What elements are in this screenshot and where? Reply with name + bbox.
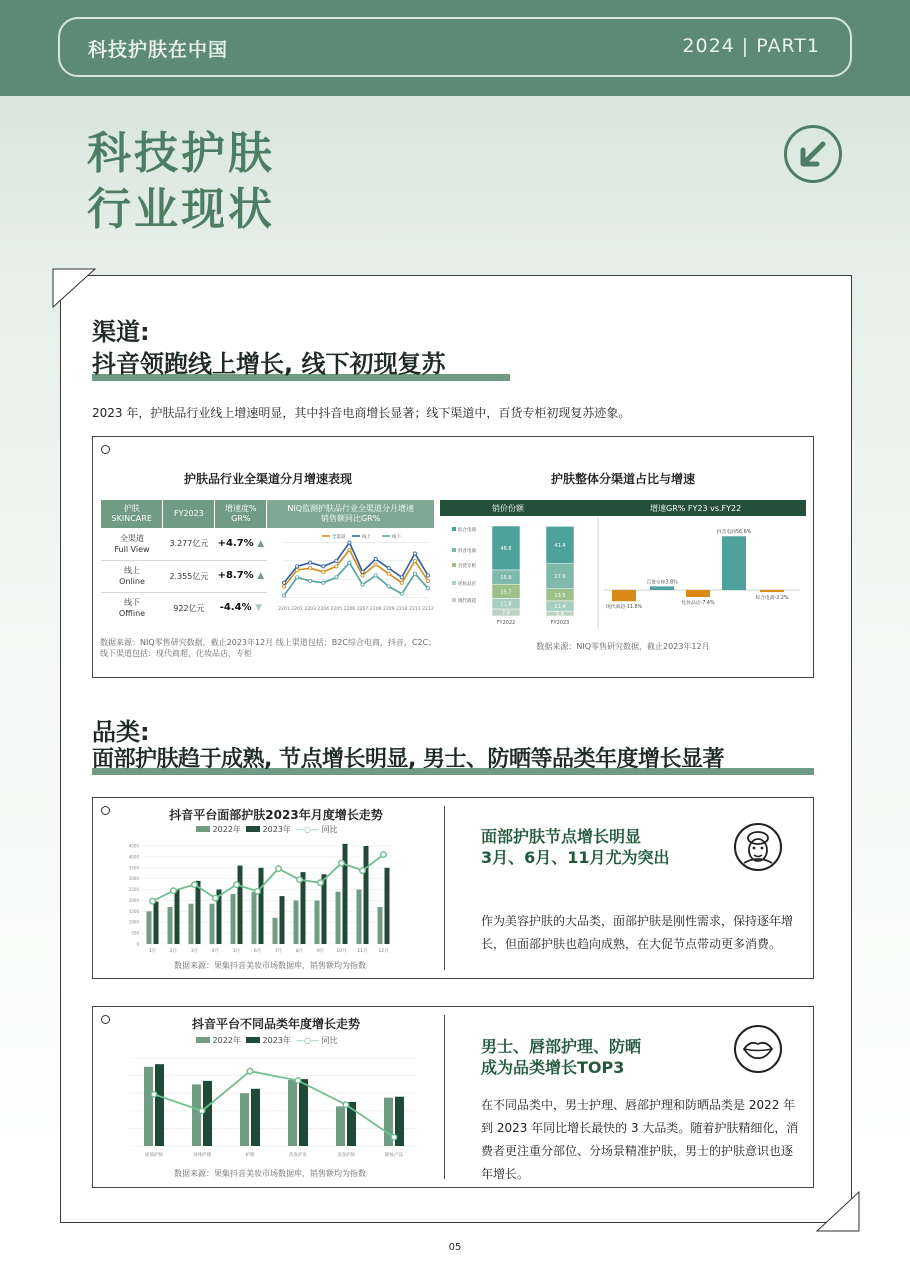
y-tick-label: 500 — [131, 930, 139, 936]
bar-2022 — [273, 918, 278, 944]
x-tick-label: 7月 — [274, 949, 283, 954]
data-point — [374, 557, 377, 560]
men-text-body: 在不同品类中，男士护理、唇部护理和防晒品类是 2022 年到 2023 年同比增长最快的 3 大品类。随着护肤精细化，消费者更注重分部位、分场景精准护肤，男士的护肤意识也逐年增长。 — [481, 1098, 799, 1181]
channel-growth-bar-chart — [600, 518, 806, 630]
yoy-point — [234, 882, 240, 888]
category-heading: 面部护肤趋于成熟, 节点增长明显, 男士、防晒等品类年度增长显著 — [92, 747, 725, 772]
y-tick-label: 3500 — [128, 865, 139, 871]
growth-bar — [650, 586, 674, 590]
y-tick-label: 2500 — [128, 887, 139, 893]
x-tick-label: 2207 — [356, 607, 369, 612]
growth-header: 增速GR% FY23 vs.FY22 — [650, 504, 742, 513]
channel-share-stacked-chart — [440, 518, 600, 630]
bar-2023 — [259, 868, 264, 944]
yoy-point — [151, 1092, 157, 1098]
x-tick-label: 2202 — [291, 607, 303, 612]
yoy-point — [171, 888, 177, 894]
bar-2022 — [336, 1106, 345, 1146]
segment-label: 27.9 — [554, 574, 566, 581]
bar-2023 — [238, 866, 243, 944]
yoy-point — [297, 877, 303, 883]
x-tick-label: 2月 — [169, 949, 178, 954]
x-tick-label: 12月 — [378, 949, 389, 954]
bar-data-label: 化妆品店-7.4% — [681, 601, 715, 607]
yoy-line — [154, 1071, 394, 1137]
legend-label: 抖音电商 — [458, 549, 476, 554]
arrow-down-icon: ▼ — [255, 603, 262, 614]
y-tick-label: 3000 — [128, 876, 139, 882]
row-growth: +8.7% — [217, 570, 254, 581]
bar-2022 — [189, 904, 194, 944]
data-point — [387, 567, 390, 570]
box-dot — [101, 1015, 110, 1024]
segment-label: 7.8 — [502, 610, 510, 617]
face-chart-legend: 2022年 2023年 —○— 同比 — [196, 824, 338, 835]
data-point — [322, 570, 325, 573]
yoy-point — [247, 1068, 253, 1074]
category-chart-title: 抖音平台不同品类年度增长走势 — [191, 1017, 360, 1031]
y-tick-label: 0 — [136, 941, 139, 947]
x-tick-label: 身体护理 — [193, 1153, 211, 1158]
growth-bar — [686, 590, 710, 597]
channel-right-chart-title: 护肤整体分渠道占比与增速 — [550, 472, 695, 486]
box-dot — [101, 806, 110, 815]
bar-2022 — [147, 911, 152, 944]
x-tick-label: 11月 — [357, 949, 368, 954]
data-point — [335, 565, 338, 568]
legend-label: 全渠道 — [332, 535, 346, 540]
channel-right-header-bar — [440, 500, 806, 516]
legend-swatch — [452, 581, 456, 585]
data-point — [361, 574, 364, 577]
yoy-point — [318, 880, 324, 886]
row-growth: -4.4% — [219, 602, 252, 614]
segment-label: 13.5 — [554, 592, 566, 599]
x-tick-label: 4月 — [211, 949, 220, 954]
legend-yoy: 同比 — [321, 1036, 338, 1045]
x-tick-label: 2212 — [422, 607, 434, 612]
data-point — [413, 559, 416, 562]
x-tick-label: FY2023 — [550, 620, 570, 626]
x-tick-label: 2210 — [396, 607, 408, 612]
legend-swatch — [452, 563, 456, 567]
row-growth: +4.7% — [217, 537, 254, 549]
bar-2023 — [154, 902, 159, 944]
x-tick-label: 2211 — [409, 607, 421, 612]
legend-2022: 2022年 — [212, 1036, 241, 1045]
x-tick-label: 6月 — [253, 949, 262, 954]
row-name: 线上 — [123, 566, 140, 575]
y-tick-label: 4000 — [128, 854, 139, 860]
x-tick-label: 2209 — [383, 607, 395, 612]
bar-2023 — [280, 896, 285, 944]
yoy-point — [199, 1108, 205, 1114]
yoy-point — [391, 1134, 397, 1140]
data-point — [309, 579, 312, 582]
x-tick-label: 8月 — [295, 949, 304, 954]
legend-2023: 2023年 — [262, 1036, 291, 1045]
bar-2023 — [364, 846, 369, 944]
segment-label: 5.4 — [556, 611, 564, 618]
table-header-line-chart: NIQ监测护肤品行业全渠道分月增速 销售额同比GR% — [267, 500, 435, 528]
face-text-heading — [481, 826, 670, 868]
bar-2022 — [240, 1093, 249, 1146]
page-title — [87, 126, 275, 238]
x-tick-label: 2206 — [343, 607, 356, 612]
data-point — [361, 570, 364, 573]
legend-label: 化妆品店 — [458, 582, 476, 587]
yoy-point — [213, 895, 219, 901]
data-point — [426, 587, 429, 590]
bar-data-label: 百货专柜3.8% — [646, 580, 678, 586]
x-tick-label: 2204 — [317, 607, 329, 612]
x-tick-label: FY2022 — [496, 620, 516, 626]
lips-icon — [734, 1025, 782, 1073]
data-point — [348, 548, 351, 551]
channel-left-source: 数据来源：NIQ零售研究数据，截止2023年12月 线上渠道包括：B2C综合电商，抖音，C2C； 线下渠道包括：现代商超，化妆品店，专柜 — [100, 638, 437, 658]
x-tick-label: 面部护肤 — [145, 1153, 163, 1158]
bar-2023 — [343, 844, 348, 944]
bar-2022 — [210, 904, 215, 944]
row-name-en: Full View — [114, 544, 150, 554]
data-point — [400, 576, 403, 579]
bar-2022 — [231, 894, 236, 944]
x-tick-label: 美容护肤 — [337, 1153, 355, 1158]
data-point — [309, 561, 312, 564]
table-header-gr: 增速度% GR% — [215, 500, 267, 528]
data-point — [400, 592, 403, 595]
segment-label: 48.8 — [500, 545, 512, 552]
data-point — [426, 579, 429, 582]
bar-2022 — [168, 907, 173, 944]
segment-label: 11.8 — [500, 601, 512, 608]
bar-2023 — [196, 881, 201, 944]
row-value: 922亿元 — [173, 603, 205, 613]
table-header-skincare: 护肤 SKINCARE — [101, 500, 163, 528]
frame-corner-top-left — [52, 268, 98, 310]
data-point — [348, 561, 351, 564]
bar-2022 — [357, 890, 362, 944]
channel-heading: 抖音领跑线上增长, 线下初现复苏 — [92, 350, 446, 378]
x-tick-label: 1月 — [148, 949, 157, 954]
legend-yoy: 同比 — [321, 825, 338, 834]
bar-data-label: 现代商超-11.8% — [605, 605, 643, 611]
x-tick-label: 洗发护发 — [289, 1153, 307, 1158]
data-point — [309, 567, 312, 570]
x-tick-label: 2203 — [304, 607, 316, 612]
bar-2023 — [155, 1064, 164, 1146]
data-point — [413, 572, 416, 575]
category-heading-label: 品类: — [92, 718, 150, 746]
x-tick-label: 10月 — [336, 949, 347, 954]
data-point — [282, 594, 285, 597]
bar-2023 — [251, 1089, 260, 1146]
bar-2022 — [315, 900, 320, 944]
face-monthly-bar-chart — [118, 838, 418, 958]
header-topic: 科技护肤在中国 — [88, 39, 229, 61]
legend-label: 现代商超 — [458, 599, 476, 604]
bar-2023 — [175, 890, 180, 944]
segment-label: 15.9 — [500, 575, 512, 582]
share-header: 销价份额 — [492, 504, 524, 513]
yoy-point — [150, 898, 156, 904]
data-point — [322, 581, 325, 584]
y-tick-label: 2000 — [128, 897, 139, 903]
row-name: 全渠道 — [119, 533, 144, 543]
legend-swatch — [452, 527, 456, 531]
legend-2023: 2023年 — [262, 825, 291, 834]
data-point — [426, 574, 429, 577]
bar-2023 — [203, 1081, 212, 1146]
x-tick-label: 2205 — [330, 607, 343, 612]
growth-bar — [612, 590, 636, 601]
bar-2022 — [192, 1084, 201, 1146]
data-point — [335, 559, 338, 562]
yoy-point — [360, 868, 366, 874]
data-point — [282, 581, 285, 584]
yoy-line — [153, 855, 384, 902]
bar-2022 — [144, 1067, 153, 1146]
y-tick-label: 1500 — [128, 908, 139, 914]
bar-2023 — [299, 1079, 308, 1146]
page-number: 05 — [448, 1242, 462, 1253]
yoy-point — [343, 1102, 349, 1108]
y-tick-label: 4500 — [128, 843, 139, 849]
segment-label: 15.7 — [500, 589, 512, 596]
category-chart-legend: 2022年 2023年 —○— 同比 — [196, 1035, 338, 1046]
men-heading-line1: 男士、唇部护理、防晒 — [481, 1037, 642, 1056]
bar-2022 — [294, 900, 299, 944]
face-mask-icon — [734, 823, 782, 871]
x-tick-label: 9月 — [316, 949, 325, 954]
data-point — [387, 572, 390, 575]
yoy-point — [255, 889, 261, 895]
legend-label: 综合电商 — [458, 528, 476, 533]
channel-heading-label: 渠道: — [92, 318, 150, 346]
segment-label: 11.4 — [554, 604, 566, 611]
page-title-line2: 行业现状 — [87, 184, 275, 235]
data-point — [348, 541, 351, 544]
x-tick-label: 3月 — [190, 949, 199, 954]
segment-label: 41.4 — [554, 542, 566, 549]
yoy-point — [339, 860, 345, 866]
face-heading-line2: 3月、6月、11月尤为突出 — [481, 848, 670, 867]
bar-data-label: 抖音电商56.6% — [716, 530, 752, 536]
row-name: 线下 — [123, 598, 140, 608]
face-heading-line1: 面部护肤节点增长明显 — [481, 827, 642, 846]
data-point — [282, 585, 285, 588]
x-tick-label: 卸妆产品 — [385, 1153, 403, 1158]
arrow-up-icon: ▲ — [257, 571, 265, 581]
bar-2022 — [378, 907, 383, 944]
box-divider — [444, 1015, 445, 1179]
row-value: 2.355亿元 — [163, 560, 215, 592]
bar-2023 — [301, 872, 306, 944]
arrow-up-icon: ▲ — [257, 538, 265, 549]
legend-swatch — [452, 548, 456, 552]
yoy-point — [276, 866, 282, 872]
x-tick-label: 2208 — [369, 607, 382, 612]
data-point — [400, 581, 403, 584]
data-point — [413, 552, 416, 555]
box-dot — [101, 445, 110, 454]
arrow-down-left-icon — [784, 125, 842, 183]
bar-data-label: 综合电商-2.2% — [755, 596, 789, 602]
yoy-point — [295, 1078, 301, 1084]
men-heading-line2: 成为品类增长TOP3 — [481, 1058, 625, 1077]
header-part: 2024 | PART1 — [682, 35, 820, 57]
legend-label: 百货专柜 — [458, 564, 476, 569]
yoy-point — [192, 882, 198, 888]
box-divider — [444, 806, 445, 970]
legend-2022: 2022年 — [212, 825, 241, 834]
table-header-fy2023: FY2023 — [163, 500, 215, 528]
legend-swatch — [452, 598, 456, 602]
frame-corner-bottom-right — [814, 1190, 860, 1232]
face-chart-source: 数据来源：果集抖音美妆市场数据库，销售额均为指数 — [174, 961, 366, 970]
x-tick-label: 5月 — [232, 949, 241, 954]
bar-2023 — [385, 868, 390, 944]
data-point — [374, 563, 377, 566]
bar-2022 — [288, 1080, 297, 1146]
category-chart-source: 数据来源：果集抖音美妆市场数据库，销售额均为指数 — [174, 1169, 366, 1178]
face-text-body: 作为美容护肤的大品类，面部护肤是刚性需求，保持逐年增长，但面部护肤也趋向成熟，在大促节点带动更多消费。 — [481, 914, 794, 951]
data-point — [335, 576, 338, 579]
bar-2022 — [252, 892, 257, 944]
y-tick-label: 1000 — [128, 919, 139, 925]
data-point — [361, 583, 364, 586]
data-point — [387, 585, 390, 588]
growth-bar — [722, 536, 746, 590]
data-point — [295, 565, 298, 568]
header-pill — [58, 17, 852, 77]
men-text-heading — [481, 1036, 641, 1078]
monthly-growth-line-chart — [270, 532, 434, 612]
data-point — [295, 576, 298, 579]
page-title-line1: 科技护肤 — [87, 128, 275, 179]
bar-2022 — [336, 892, 341, 944]
x-tick-label: 护理 — [245, 1153, 255, 1158]
face-chart-title: 抖音平台面部护肤2023年月度增长走势 — [169, 808, 383, 822]
data-point — [374, 574, 377, 577]
top-header-band — [0, 0, 910, 96]
category-bar-chart — [108, 1050, 436, 1162]
row-name-en: Online — [119, 577, 145, 586]
row-name-en: Offline — [118, 609, 146, 619]
legend-label: 线下 — [392, 535, 401, 540]
x-tick-label: 2201 — [278, 607, 290, 612]
row-value: 3.277亿元 — [163, 528, 215, 560]
channel-intro: 2023 年，护肤品行业线上增速明显，其中抖音电商增长显著；线下渠道中，百货专柜初现复苏迹象。 — [92, 406, 631, 420]
legend-label: 线上 — [362, 535, 371, 540]
growth-bar — [760, 590, 784, 592]
channel-right-source: 数据来源：NIQ零售研究数据，截止2023年12月 — [536, 642, 710, 651]
yoy-point — [381, 852, 387, 858]
channel-left-chart-title: 护肤品行业全渠道分月增速表现 — [183, 472, 352, 486]
data-point — [322, 565, 325, 568]
